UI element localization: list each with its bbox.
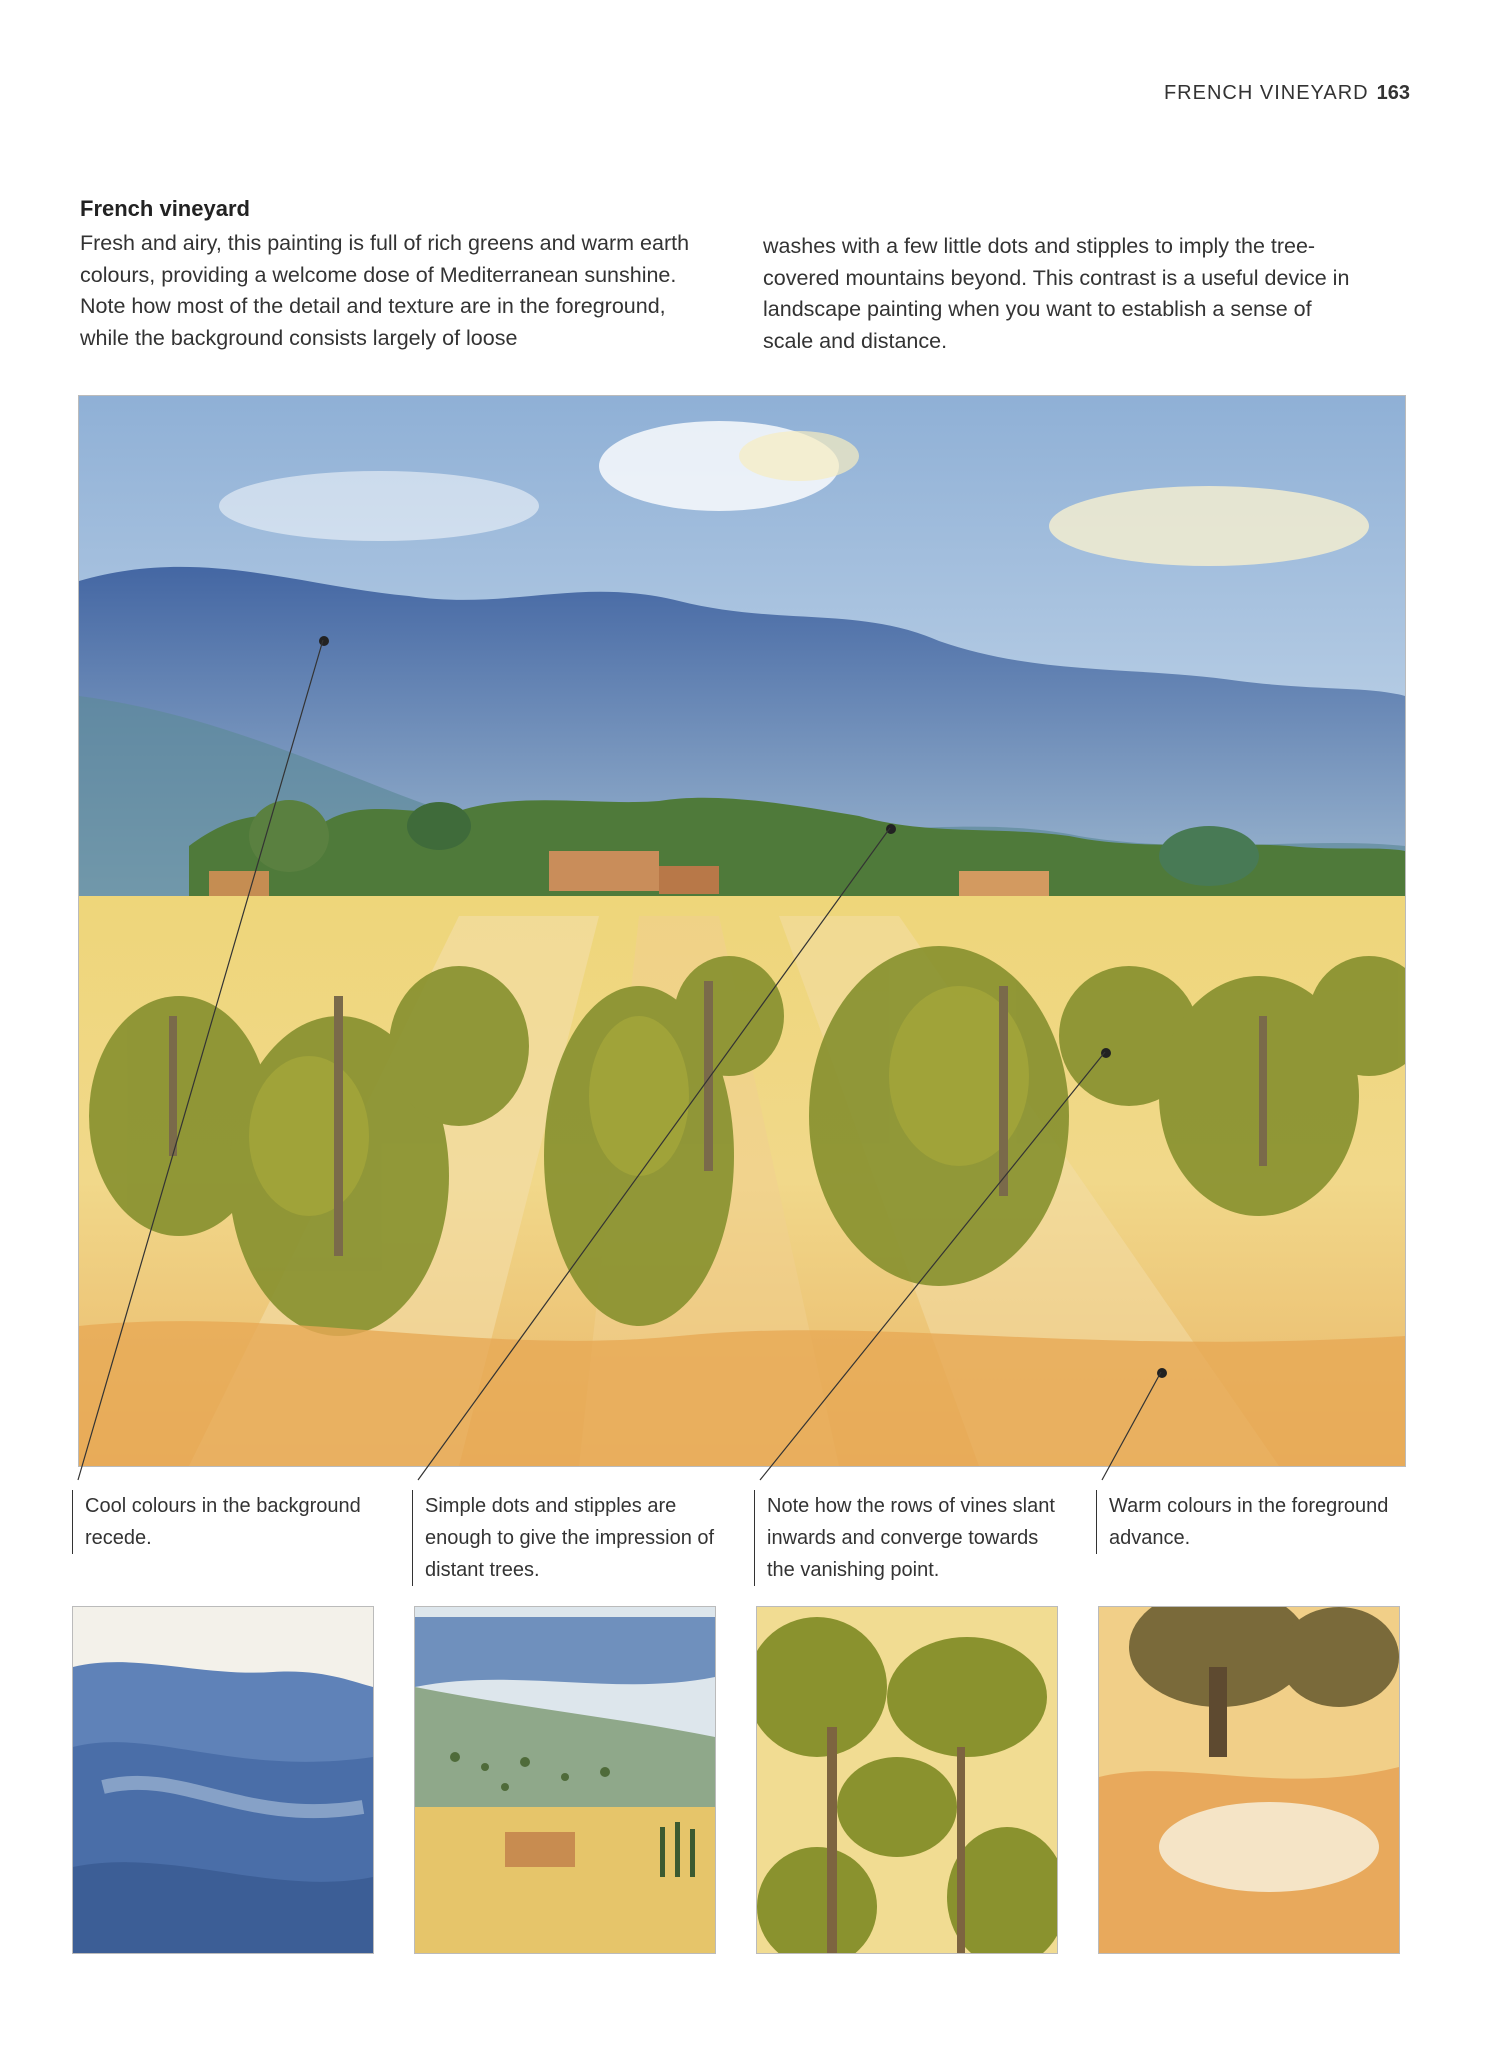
article-title: French vineyard [80, 196, 250, 221]
detail-warm-foreground [1098, 1606, 1400, 1954]
caption-foreground: Warm colours in the foreground advance. [1096, 1490, 1409, 1554]
page-number: 163 [1376, 82, 1410, 104]
caption-rows-of-vines: Note how the rows of vines slant inwards and converge towards the vanishing point. [754, 1490, 1067, 1586]
detail-vine-rows [756, 1606, 1058, 1954]
detail-cool-background [72, 1606, 374, 1954]
intro-paragraph-right: washes with a few little dots and stipples to imply the tree-covered mountains beyond. This contrast is a useful device in landscape painting when you want to establish a sense of scale and distance. [763, 234, 1350, 353]
detail-distant-trees [414, 1606, 716, 1954]
caption-background: Cool colours in the background recede. [72, 1490, 385, 1554]
running-header [1164, 82, 1410, 105]
main-painting [78, 395, 1406, 1467]
section-title: FRENCH VINEYARD [1163, 82, 1369, 104]
vineyard-painting-illustration [79, 396, 1405, 1466]
intro-paragraph-left: Fresh and airy, this painting is full of rich greens and warm earth colours, providing a welcome dose of Mediterranean sunshine. Note how most of the detail and texture are in the foreground, while the background consists largely of loose [80, 231, 690, 350]
caption-dots-stipples: Simple dots and stipples are enough to give the impression of distant trees. [412, 1490, 725, 1586]
